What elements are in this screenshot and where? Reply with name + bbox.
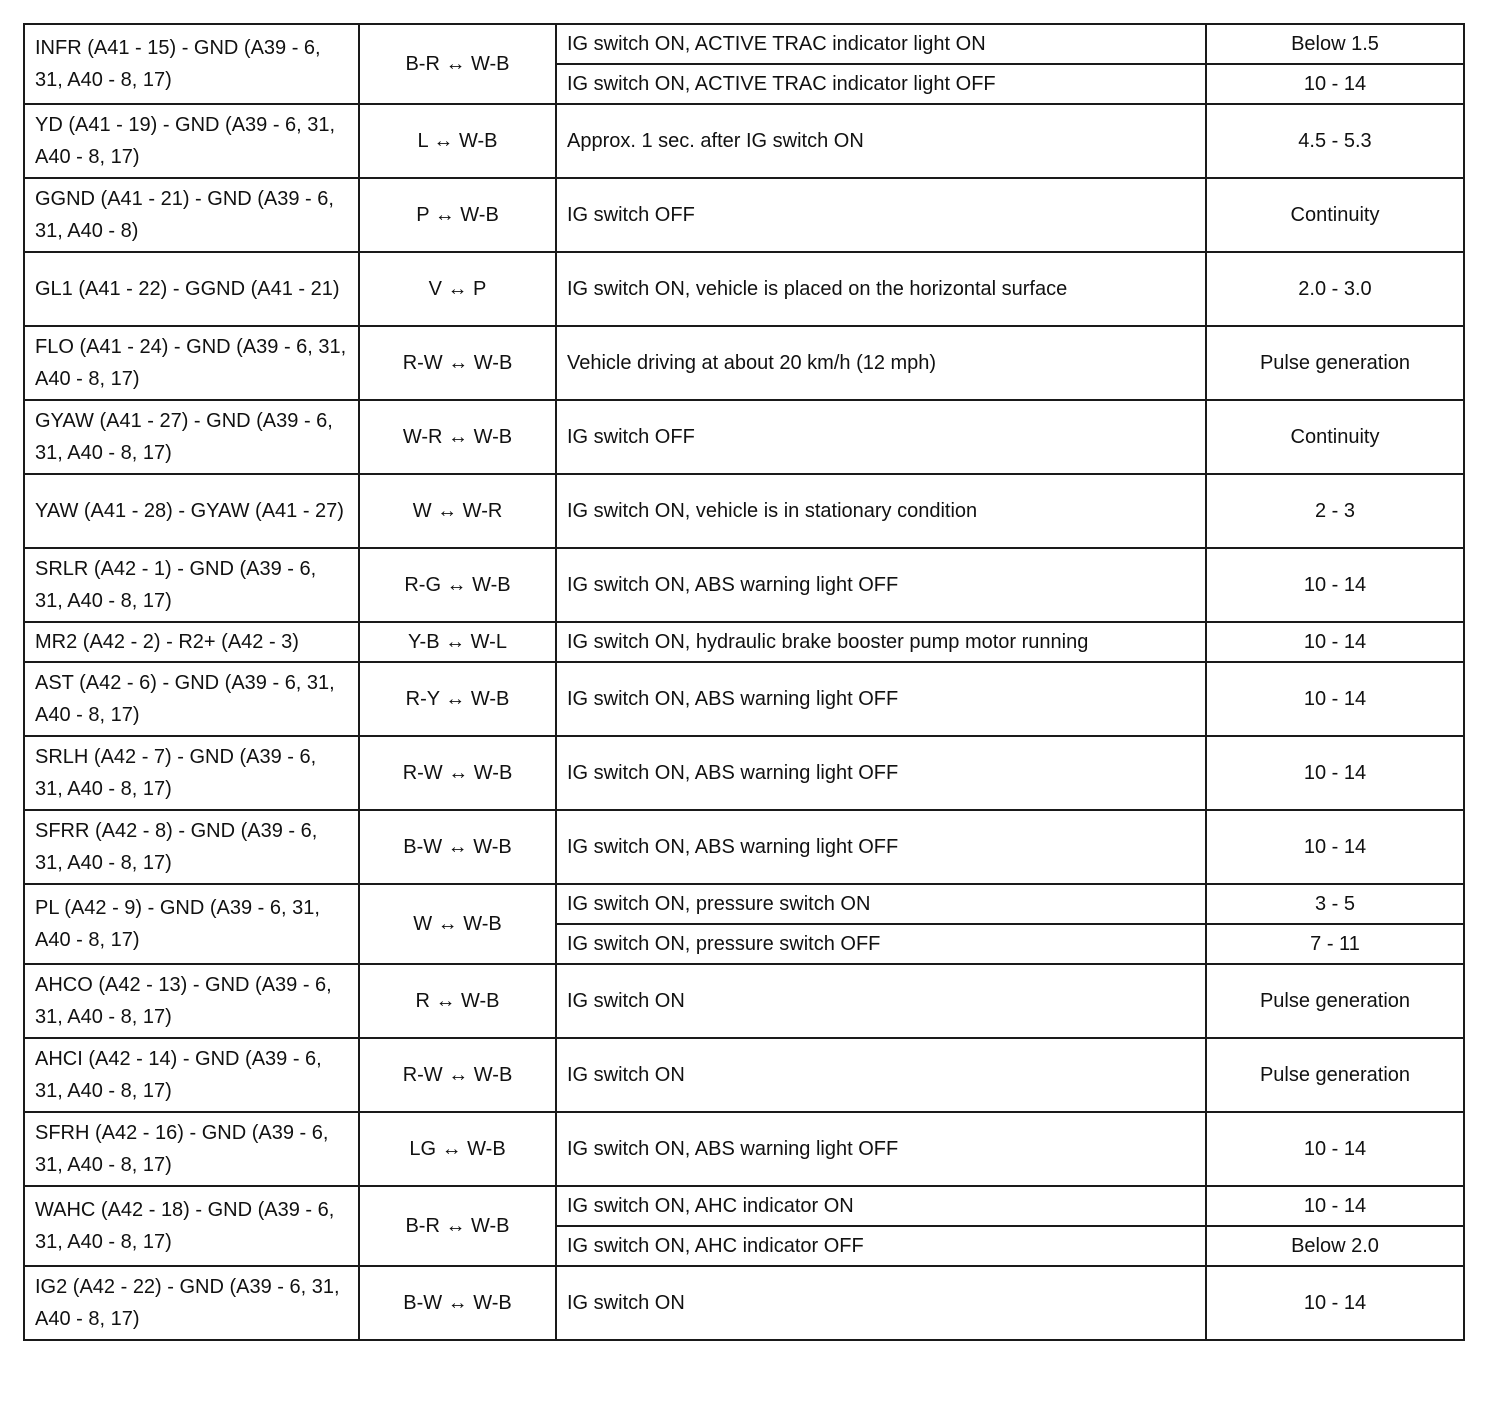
wiring-color-cell: W ↔ W-B [359, 884, 556, 964]
table-row [24, 1038, 1464, 1112]
condition-cell: IG switch ON [556, 1038, 1206, 1112]
condition-cell: Approx. 1 sec. after IG switch ON [556, 104, 1206, 178]
specified-condition-cell: 10 - 14 [1206, 810, 1464, 884]
terminal-inspection-table [23, 23, 1465, 1341]
specified-condition-cell: 10 - 14 [1206, 622, 1464, 662]
terminal-cell: GYAW (A41 - 27) - GND (A39 - 6, 31, A40 - 8, 17) [24, 400, 359, 474]
condition-cell: IG switch ON, ABS warning light OFF [556, 1112, 1206, 1186]
specified-condition-cell: Continuity [1206, 178, 1464, 252]
condition-cell: IG switch OFF [556, 178, 1206, 252]
specified-condition-cell: 2.0 - 3.0 [1206, 252, 1464, 326]
terminal-cell: GGND (A41 - 21) - GND (A39 - 6, 31, A40 - 8) [24, 178, 359, 252]
wiring-color-cell: R-Y ↔ W-B [359, 662, 556, 736]
condition-cell: IG switch ON, ABS warning light OFF [556, 736, 1206, 810]
terminal-cell: MR2 (A42 - 2) - R2+ (A42 - 3) [24, 622, 359, 662]
condition-cell: IG switch OFF [556, 400, 1206, 474]
terminal-cell: AHCI (A42 - 14) - GND (A39 - 6, 31, A40 - 8, 17) [24, 1038, 359, 1112]
terminal-cell: SFRR (A42 - 8) - GND (A39 - 6, 31, A40 - 8, 17) [24, 810, 359, 884]
wiring-color-cell: V ↔ P [359, 252, 556, 326]
table-row [24, 884, 1464, 924]
table-row [24, 964, 1464, 1038]
condition-cell: IG switch ON, ACTIVE TRAC indicator light OFF [556, 64, 1206, 104]
condition-cell: IG switch ON, ABS warning light OFF [556, 662, 1206, 736]
wiring-color-cell: B-W ↔ W-B [359, 810, 556, 884]
table-row [24, 104, 1464, 178]
table-row [24, 736, 1464, 810]
wiring-color-cell: B-W ↔ W-B [359, 1266, 556, 1340]
terminal-cell: INFR (A41 - 15) - GND (A39 - 6, 31, A40 - 8, 17) [24, 24, 359, 104]
specified-condition-cell: Below 2.0 [1206, 1226, 1464, 1266]
wiring-color-cell: W-R ↔ W-B [359, 400, 556, 474]
specified-condition-cell: Pulse generation [1206, 964, 1464, 1038]
condition-cell: IG switch ON, pressure switch OFF [556, 924, 1206, 964]
wiring-color-cell: W ↔ W-R [359, 474, 556, 548]
table-row [24, 474, 1464, 548]
specified-condition-cell: 10 - 14 [1206, 1112, 1464, 1186]
terminal-cell: SFRH (A42 - 16) - GND (A39 - 6, 31, A40 - 8, 17) [24, 1112, 359, 1186]
condition-cell: IG switch ON, vehicle is in stationary condition [556, 474, 1206, 548]
specified-condition-cell: 10 - 14 [1206, 64, 1464, 104]
condition-cell: Vehicle driving at about 20 km/h (12 mph) [556, 326, 1206, 400]
table-row [24, 548, 1464, 622]
wiring-color-cell: R-W ↔ W-B [359, 736, 556, 810]
table-row [24, 252, 1464, 326]
specified-condition-cell: 2 - 3 [1206, 474, 1464, 548]
specified-condition-cell: 10 - 14 [1206, 736, 1464, 810]
terminal-cell: PL (A42 - 9) - GND (A39 - 6, 31, A40 - 8, 17) [24, 884, 359, 964]
table-row [24, 326, 1464, 400]
wiring-color-cell: R-G ↔ W-B [359, 548, 556, 622]
terminal-cell: AHCO (A42 - 13) - GND (A39 - 6, 31, A40 - 8, 17) [24, 964, 359, 1038]
table-row [24, 178, 1464, 252]
condition-cell: IG switch ON, ABS warning light OFF [556, 548, 1206, 622]
specified-condition-cell: 3 - 5 [1206, 884, 1464, 924]
specified-condition-cell: 10 - 14 [1206, 1266, 1464, 1340]
condition-cell: IG switch ON, AHC indicator OFF [556, 1226, 1206, 1266]
table-row [24, 24, 1464, 64]
table-row [24, 1112, 1464, 1186]
condition-cell: IG switch ON, ACTIVE TRAC indicator light ON [556, 24, 1206, 64]
condition-cell: IG switch ON, ABS warning light OFF [556, 810, 1206, 884]
table-row [24, 810, 1464, 884]
wiring-color-cell: P ↔ W-B [359, 178, 556, 252]
specified-condition-cell: Pulse generation [1206, 1038, 1464, 1112]
table-row [24, 622, 1464, 662]
specified-condition-cell: 10 - 14 [1206, 548, 1464, 622]
wiring-color-cell: Y-B ↔ W-L [359, 622, 556, 662]
terminal-cell: AST (A42 - 6) - GND (A39 - 6, 31, A40 - 8, 17) [24, 662, 359, 736]
terminal-cell: WAHC (A42 - 18) - GND (A39 - 6, 31, A40 - 8, 17) [24, 1186, 359, 1266]
condition-cell: IG switch ON, vehicle is placed on the horizontal surface [556, 252, 1206, 326]
specified-condition-cell: 7 - 11 [1206, 924, 1464, 964]
specified-condition-cell: Continuity [1206, 400, 1464, 474]
specified-condition-cell: Pulse generation [1206, 326, 1464, 400]
wiring-color-cell: B-R ↔ W-B [359, 1186, 556, 1266]
wiring-color-cell: R-W ↔ W-B [359, 326, 556, 400]
condition-cell: IG switch ON, AHC indicator ON [556, 1186, 1206, 1226]
terminal-cell: SRLR (A42 - 1) - GND (A39 - 6, 31, A40 - 8, 17) [24, 548, 359, 622]
specified-condition-cell: 10 - 14 [1206, 662, 1464, 736]
table-body [24, 24, 1464, 1340]
specified-condition-cell: 4.5 - 5.3 [1206, 104, 1464, 178]
wiring-color-cell: B-R ↔ W-B [359, 24, 556, 104]
condition-cell: IG switch ON [556, 1266, 1206, 1340]
terminal-cell: IG2 (A42 - 22) - GND (A39 - 6, 31, A40 - 8, 17) [24, 1266, 359, 1340]
terminal-cell: GL1 (A41 - 22) - GGND (A41 - 21) [24, 252, 359, 326]
condition-cell: IG switch ON, pressure switch ON [556, 884, 1206, 924]
specified-condition-cell: 10 - 14 [1206, 1186, 1464, 1226]
condition-cell: IG switch ON [556, 964, 1206, 1038]
terminal-cell: YD (A41 - 19) - GND (A39 - 6, 31, A40 - 8, 17) [24, 104, 359, 178]
condition-cell: IG switch ON, hydraulic brake booster pump motor running [556, 622, 1206, 662]
table-row [24, 400, 1464, 474]
terminal-cell: FLO (A41 - 24) - GND (A39 - 6, 31, A40 - 8, 17) [24, 326, 359, 400]
table-row [24, 1266, 1464, 1340]
table-row [24, 1186, 1464, 1226]
wiring-color-cell: R ↔ W-B [359, 964, 556, 1038]
wiring-color-cell: LG ↔ W-B [359, 1112, 556, 1186]
terminal-cell: YAW (A41 - 28) - GYAW (A41 - 27) [24, 474, 359, 548]
terminal-cell: SRLH (A42 - 7) - GND (A39 - 6, 31, A40 - 8, 17) [24, 736, 359, 810]
table-row [24, 662, 1464, 736]
wiring-color-cell: L ↔ W-B [359, 104, 556, 178]
wiring-color-cell: R-W ↔ W-B [359, 1038, 556, 1112]
specified-condition-cell: Below 1.5 [1206, 24, 1464, 64]
